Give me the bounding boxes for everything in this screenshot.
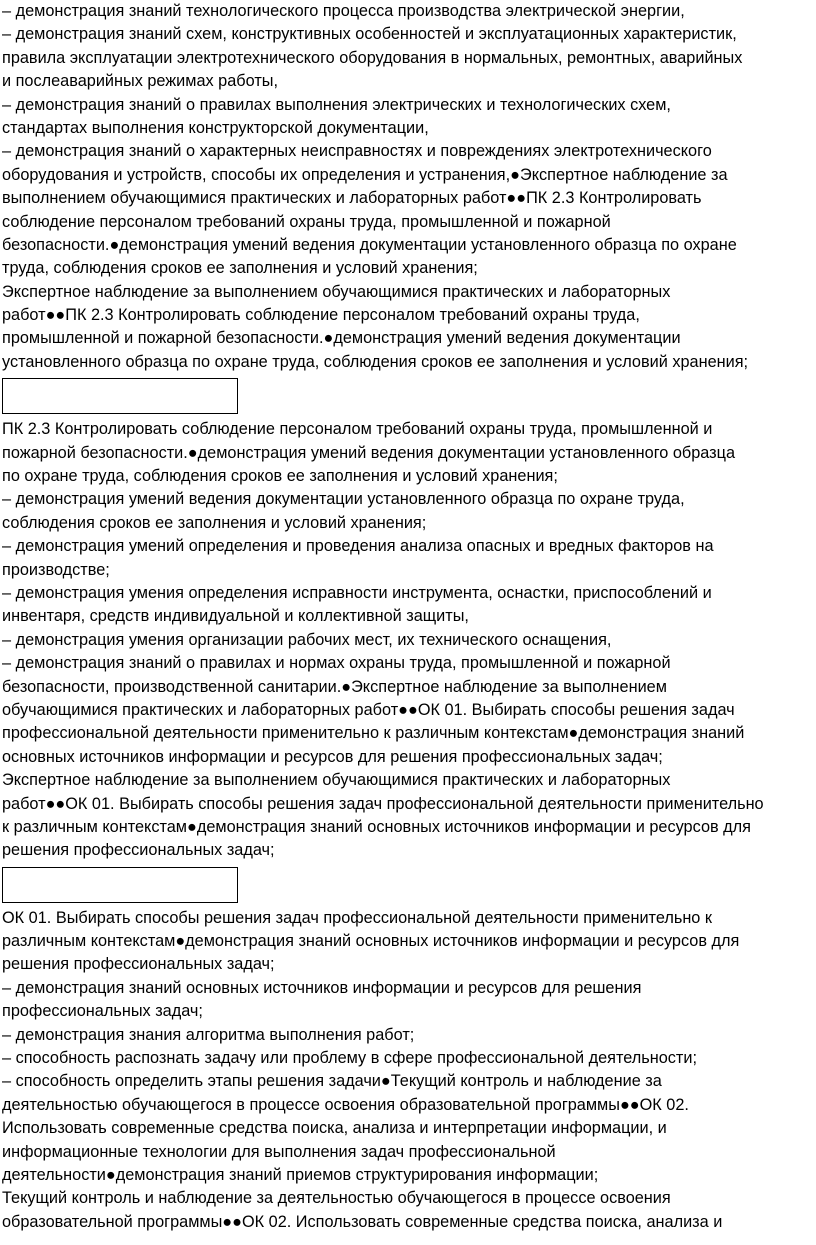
text-line: информационные технологии для выполнения задач профессиональной <box>2 1142 556 1161</box>
text-line: – способность определить этапы решения задачи●Текущий контроль и наблюдение за <box>2 1072 662 1091</box>
text-line: – демонстрация умений определения и проведения анализа опасных и вредных факторов на <box>2 537 714 556</box>
empty-cell-box <box>2 378 238 414</box>
text-line: основных источников информации и ресурсов для решения профессиональных задач; <box>2 747 663 766</box>
text-line: деятельностью обучающегося в процессе освоения образовательной программы●●ОК 02. <box>2 1095 689 1114</box>
text-line: установленного образца по охране труда, соблюдения сроков ее заполнения и условий хранения; <box>2 352 749 371</box>
text-line: ПК 2.3 Контролировать соблюдение персоналом требований охраны труда, промышленной и <box>2 420 713 439</box>
text-line: – демонстрация знаний о правилах выполнения электрических и технологических схем, <box>2 95 671 114</box>
text-line: – способность распознать задачу или проблему в сфере профессиональной деятельности; <box>2 1049 697 1068</box>
text-line: труда, соблюдения сроков ее заполнения и условий хранения; <box>2 259 478 278</box>
text-line: выполнением обучающимися практических и лабораторных работ●●ПК 2.3 Контролировать <box>2 189 702 208</box>
text-line: – демонстрация умений ведения документации установленного образца по охране труда, <box>2 490 685 509</box>
text-line: соблюдения сроков ее заполнения и условий хранения; <box>2 513 427 532</box>
text-line: решения профессиональных задач; <box>2 955 275 974</box>
text-line: Использовать современные средства поиска, анализа и интерпретации информации, и <box>2 1119 667 1138</box>
text-line: оборудования и устройств, способы их определения и устранения,●Экспертное наблюдение за <box>2 165 728 184</box>
text-line: соблюдение персоналом требований охраны труда, промышленной и пожарной <box>2 212 611 231</box>
text-line: – демонстрация умения организации рабочих мест, их технического оснащения, <box>2 630 612 649</box>
text-line: работ●●ПК 2.3 Контролировать соблюдение персоналом требований охраны труда, <box>2 306 640 325</box>
text-line: решения профессиональных задач; <box>2 841 275 860</box>
text-line: – демонстрация знаний схем, конструктивных особенностей и эксплуатационных характеристик, <box>2 25 737 44</box>
text-line: образовательной программы●●ОК 02. Использовать современные средства поиска, анализа и <box>2 1212 723 1231</box>
text-line: профессиональных задач; <box>2 1002 203 1021</box>
text-line: – демонстрация умения определения исправности инструмента, оснастки, приспособлений и <box>2 583 712 602</box>
text-block <box>2 0 816 374</box>
text-line: профессиональной деятельности применительно к различным контекстам●демонстрация знаний <box>2 724 745 743</box>
text-block <box>2 418 816 862</box>
text-line: – демонстрация знаний основных источников информации и ресурсов для решения <box>2 978 642 997</box>
text-line: ОК 01. Выбирать способы решения задач профессиональной деятельности применительно к <box>2 908 713 927</box>
text-line: – демонстрация знания алгоритма выполнения работ; <box>2 1025 415 1044</box>
text-line: правила эксплуатации электротехнического оборудования в нормальных, ремонтных, аварийных <box>2 48 743 67</box>
text-line: безопасности, производственной санитарии.●Экспертное наблюдение за выполнением <box>2 677 667 696</box>
text-block <box>2 907 816 1234</box>
text-line: Экспертное наблюдение за выполнением обучающимися практических и лабораторных <box>2 282 671 301</box>
text-line: обучающимися практических и лабораторных работ●●ОК 01. Выбирать способы решения задач <box>2 700 735 719</box>
text-line: Текущий контроль и наблюдение за деятельностью обучающегося в процессе освоения <box>2 1189 671 1208</box>
text-line: к различным контекстам●демонстрация знаний основных источников информации и ресурсов для <box>2 817 751 836</box>
text-line: производстве; <box>2 560 110 579</box>
empty-cell-box <box>2 867 238 903</box>
text-line: промышленной и пожарной безопасности.●демонстрация умений ведения документации <box>2 329 681 348</box>
text-line: стандартах выполнения конструкторской документации, <box>2 118 429 137</box>
text-line: – демонстрация знаний о характерных неисправностях и повреждениях электротехнического <box>2 142 712 161</box>
text-line: работ●●ОК 01. Выбирать способы решения задач профессиональной деятельности применительно <box>2 794 764 813</box>
text-line: и послеаварийных режимах работы, <box>2 72 279 91</box>
text-line: инвентаря, средств индивидуальной и коллективной защиты, <box>2 607 469 626</box>
text-line: различным контекстам●демонстрация знаний основных источников информации и ресурсов для <box>2 932 740 951</box>
text-line: безопасности.●демонстрация умений ведения документации установленного образца по охране <box>2 235 737 254</box>
text-line: по охране труда, соблюдения сроков ее заполнения и условий хранения; <box>2 467 558 486</box>
text-line: пожарной безопасности.●демонстрация умений ведения документации установленного образца <box>2 443 736 462</box>
text-line: – демонстрация знаний технологического процесса производства электрической энергии, <box>2 2 685 20</box>
text-line: Экспертное наблюдение за выполнением обучающимися практических и лабораторных <box>2 771 671 790</box>
text-line: – демонстрация знаний о правилах и нормах охраны труда, промышленной и пожарной <box>2 654 671 673</box>
text-line: деятельности●демонстрация знаний приемов структурирования информации; <box>2 1165 599 1184</box>
